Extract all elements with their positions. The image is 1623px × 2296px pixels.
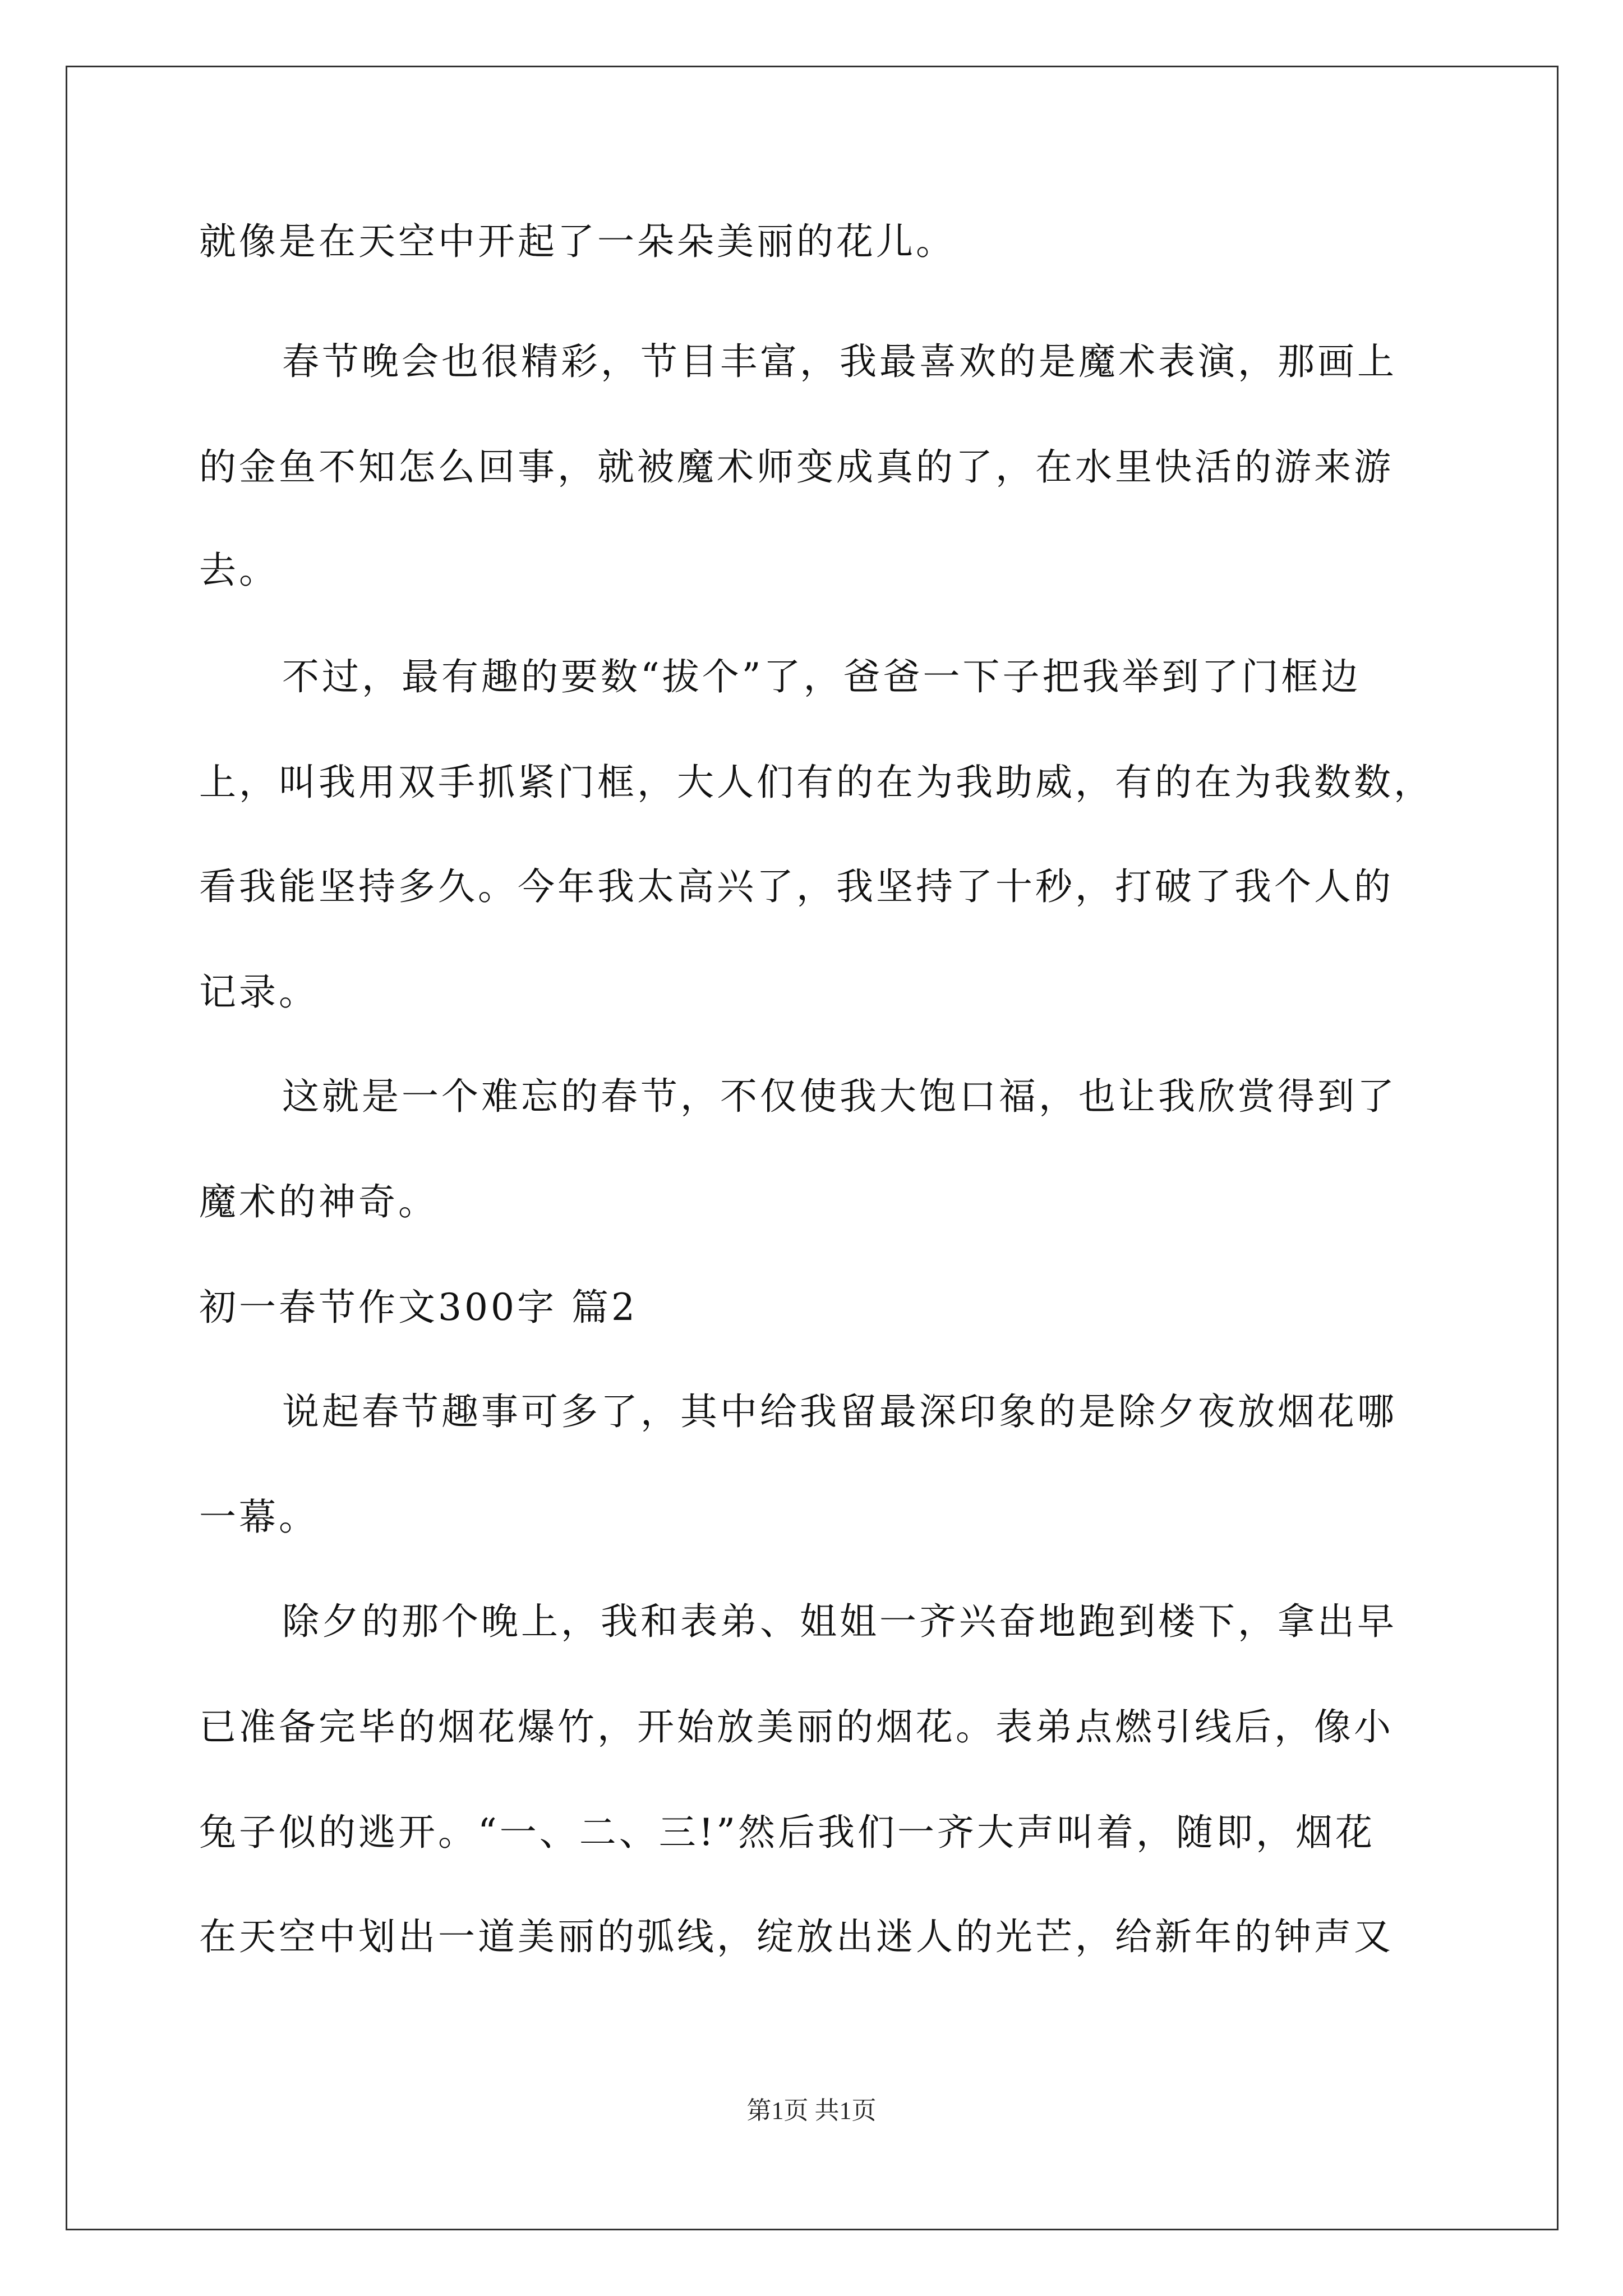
text-line: 记录。 bbox=[199, 970, 319, 1014]
text-line: 就像是在天空中开起了一朵朵美丽的花儿。 bbox=[199, 220, 956, 263]
paragraph-first-line: 除夕的那个晚上，我和表弟、姐姐一齐兴奋地跑到楼下，拿出早 bbox=[282, 1600, 1397, 1643]
text-line: 兔子似的逃开。“一、二、三!”然后我们一齐大声叫着，随即，烟花 bbox=[199, 1811, 1376, 1854]
page-border bbox=[66, 66, 1559, 2230]
text-line: 魔术的神奇。 bbox=[199, 1180, 438, 1223]
paragraph-first-line: 这就是一个难忘的春节，不仅使我大饱口福，也让我欣赏得到了 bbox=[282, 1075, 1397, 1118]
section-heading: 初一春节作文300字 篇2 bbox=[199, 1286, 638, 1329]
text-line: 在天空中划出一道美丽的弧线，绽放出迷人的光芒，给新年的钟声又 bbox=[199, 1915, 1394, 1958]
page-number-footer: 第1页 共1页 bbox=[746, 2097, 877, 2124]
text-line: 上，叫我用双手抓紧门框，大人们有的在为我助威，有的在为我数数， bbox=[199, 761, 1433, 804]
text-line: 一幕。 bbox=[199, 1496, 319, 1539]
text-line: 已准备完毕的烟花爆竹，开始放美丽的烟花。表弟点燃引线后，像小 bbox=[199, 1705, 1394, 1749]
text-line: 去。 bbox=[199, 549, 279, 592]
text-line: 的金鱼不知怎么回事，就被魔术师变成真的了，在水里快活的游来游 bbox=[199, 445, 1394, 489]
text-line: 看我能坚持多久。今年我太高兴了，我坚持了十秒，打破了我个人的 bbox=[199, 865, 1394, 908]
paragraph-first-line: 春节晚会也很精彩，节目丰富，我最喜欢的是魔术表演，那画上 bbox=[282, 340, 1397, 383]
paragraph-first-line: 不过，最有趣的要数“拔个”了，爸爸一下子把我举到了门框边 bbox=[282, 655, 1361, 698]
paragraph-first-line: 说起春节趣事可多了，其中给我留最深印象的是除夕夜放烟花哪 bbox=[282, 1390, 1397, 1433]
